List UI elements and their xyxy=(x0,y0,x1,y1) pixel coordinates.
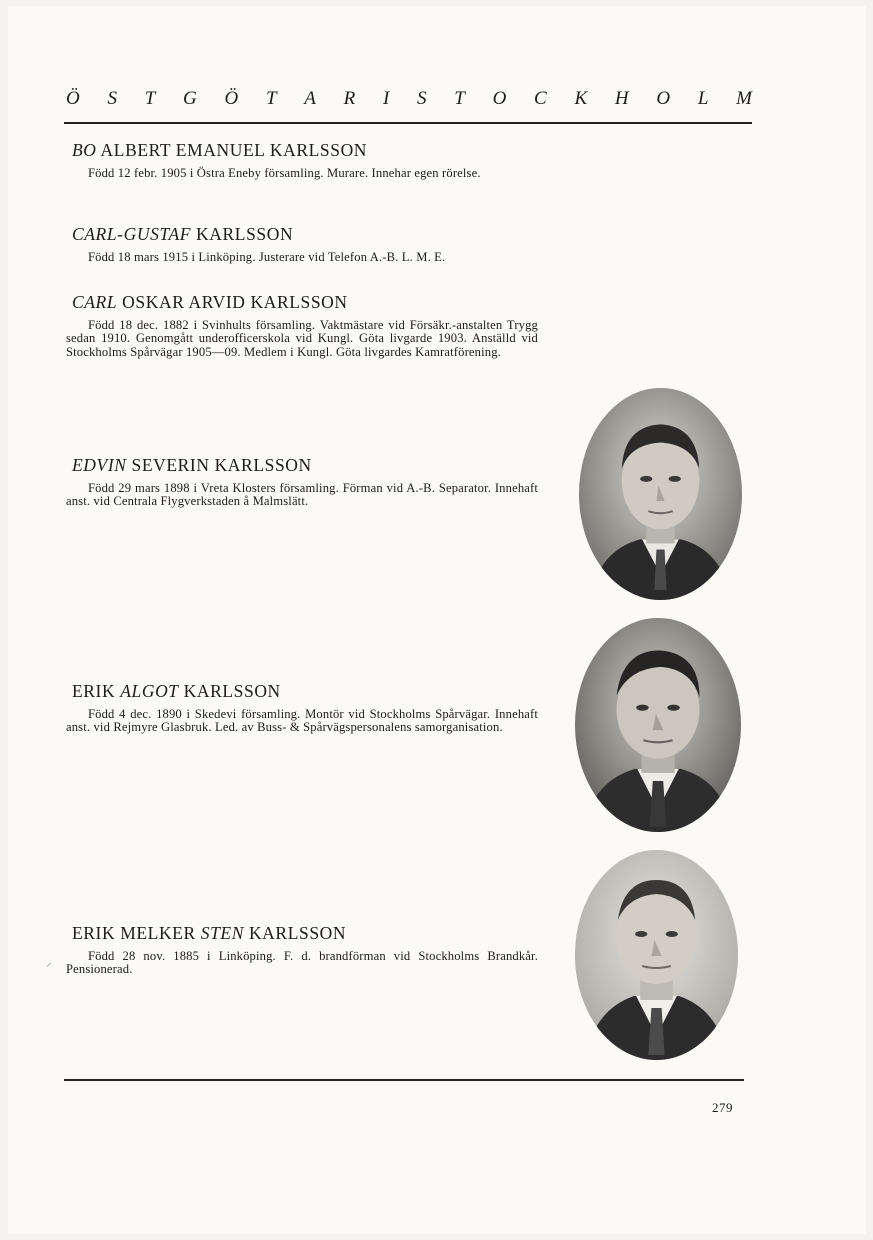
entry-carl-gustaf-karlsson xyxy=(66,224,538,264)
entry-name xyxy=(72,455,538,476)
entry-name-rest: KARLSSON xyxy=(178,681,281,701)
header-letter: H xyxy=(614,88,629,109)
header-letter: C xyxy=(534,88,547,109)
entry-bo-karlsson xyxy=(66,140,538,180)
entry-given-name: CARL xyxy=(72,292,118,312)
header-rule xyxy=(64,122,752,124)
entry-name xyxy=(72,681,538,702)
portrait-erik-sten-karlsson xyxy=(575,850,738,1060)
header-letter: L xyxy=(697,88,709,109)
entry-name xyxy=(72,292,538,313)
entry-edvin-karlsson xyxy=(66,455,538,509)
header-letter: S xyxy=(417,88,427,109)
page-number: 279 xyxy=(712,1100,733,1115)
page-sheet xyxy=(8,6,866,1234)
header-letter: M xyxy=(736,88,752,109)
entry-name xyxy=(72,140,538,161)
header-letter: Ö xyxy=(66,88,80,109)
entry-name-lead: ERIK xyxy=(72,681,121,701)
header-letter: T xyxy=(265,88,277,109)
entry-bio: Född 12 febr. 1905 i Östra Eneby församling. Murare. Innehar egen rörelse. xyxy=(88,166,481,180)
entry-bio: Född 18 mars 1915 i Linköping. Justerare vid Telefon A.-B. L. M. E. xyxy=(88,250,446,264)
entry-erik-sten-karlsson xyxy=(66,923,538,977)
entry-name-lead: ERIK MELKER xyxy=(72,923,201,943)
entry-name-rest: OSKAR ARVID KARLSSON xyxy=(117,292,348,312)
portrait-erik-algot-karlsson xyxy=(575,618,741,832)
header-letter: O xyxy=(656,88,671,109)
footer-rule xyxy=(64,1079,744,1081)
portrait-edvin-karlsson xyxy=(579,388,742,600)
header-letter: S xyxy=(107,88,117,109)
header-letter: T xyxy=(454,88,465,109)
header-letter: K xyxy=(574,88,588,109)
entry-given-name: EDVIN xyxy=(72,455,127,475)
entry-erik-algot-karlsson xyxy=(66,681,538,735)
entry-name-rest: KARLSSON xyxy=(243,923,347,943)
entry-name-rest: SEVERIN KARLSSON xyxy=(126,455,312,475)
entry-bio: Född 18 dec. 1882 i Svinhults församling. Vaktmästare vid Försäkr.-anstalten Trygg sedan 1910. Genomgått underofficerskola vid Kungl. Göta livgarde 1903. Anställd vid Stockholms Spårvägar 1905—09. Medlem i Kungl. Göta livgardes Kamratförening. xyxy=(66,318,538,359)
header-letter: Ö xyxy=(224,88,239,109)
entry-name-rest: ALBERT EMANUEL KARLSSON xyxy=(96,140,368,160)
header-letter: O xyxy=(492,88,507,109)
entry-carl-oskar-karlsson xyxy=(66,292,538,359)
entry-given-name: CARL-GUSTAF xyxy=(72,224,192,244)
entry-given-name: ALGOT xyxy=(120,681,179,701)
header-letter: R xyxy=(343,88,356,109)
header-letter: I xyxy=(382,88,390,109)
entry-name xyxy=(72,224,538,245)
entry-bio: Född 28 nov. 1885 i Linköping. F. d. brandförman vid Stockholms Brandkår. Pensionerad. xyxy=(66,949,538,977)
entry-bio: Född 4 dec. 1890 i Skedevi församling. Montör vid Stockholms Spårvägar. Innehaft anst. vid Rejmyre Glasbruk. Led. av Buss- & Spårvägspersonalens samorganisation. xyxy=(66,707,538,735)
header-letter: A xyxy=(304,88,316,109)
entry-name-rest: KARLSSON xyxy=(191,224,294,244)
margin-mark: ⸝ xyxy=(46,957,52,969)
entry-given-name: STEN xyxy=(200,923,244,943)
entry-bio: Född 29 mars 1898 i Vreta Klosters församling. Förman vid A.-B. Separator. Innehaft anst. vid Centrala Flygverkstaden å Malmslätt. xyxy=(66,481,538,509)
entry-name xyxy=(72,923,538,944)
header-letter: G xyxy=(183,88,197,109)
running-header xyxy=(66,88,752,110)
header-letter: T xyxy=(144,88,156,109)
entry-given-name: BO xyxy=(72,140,97,160)
